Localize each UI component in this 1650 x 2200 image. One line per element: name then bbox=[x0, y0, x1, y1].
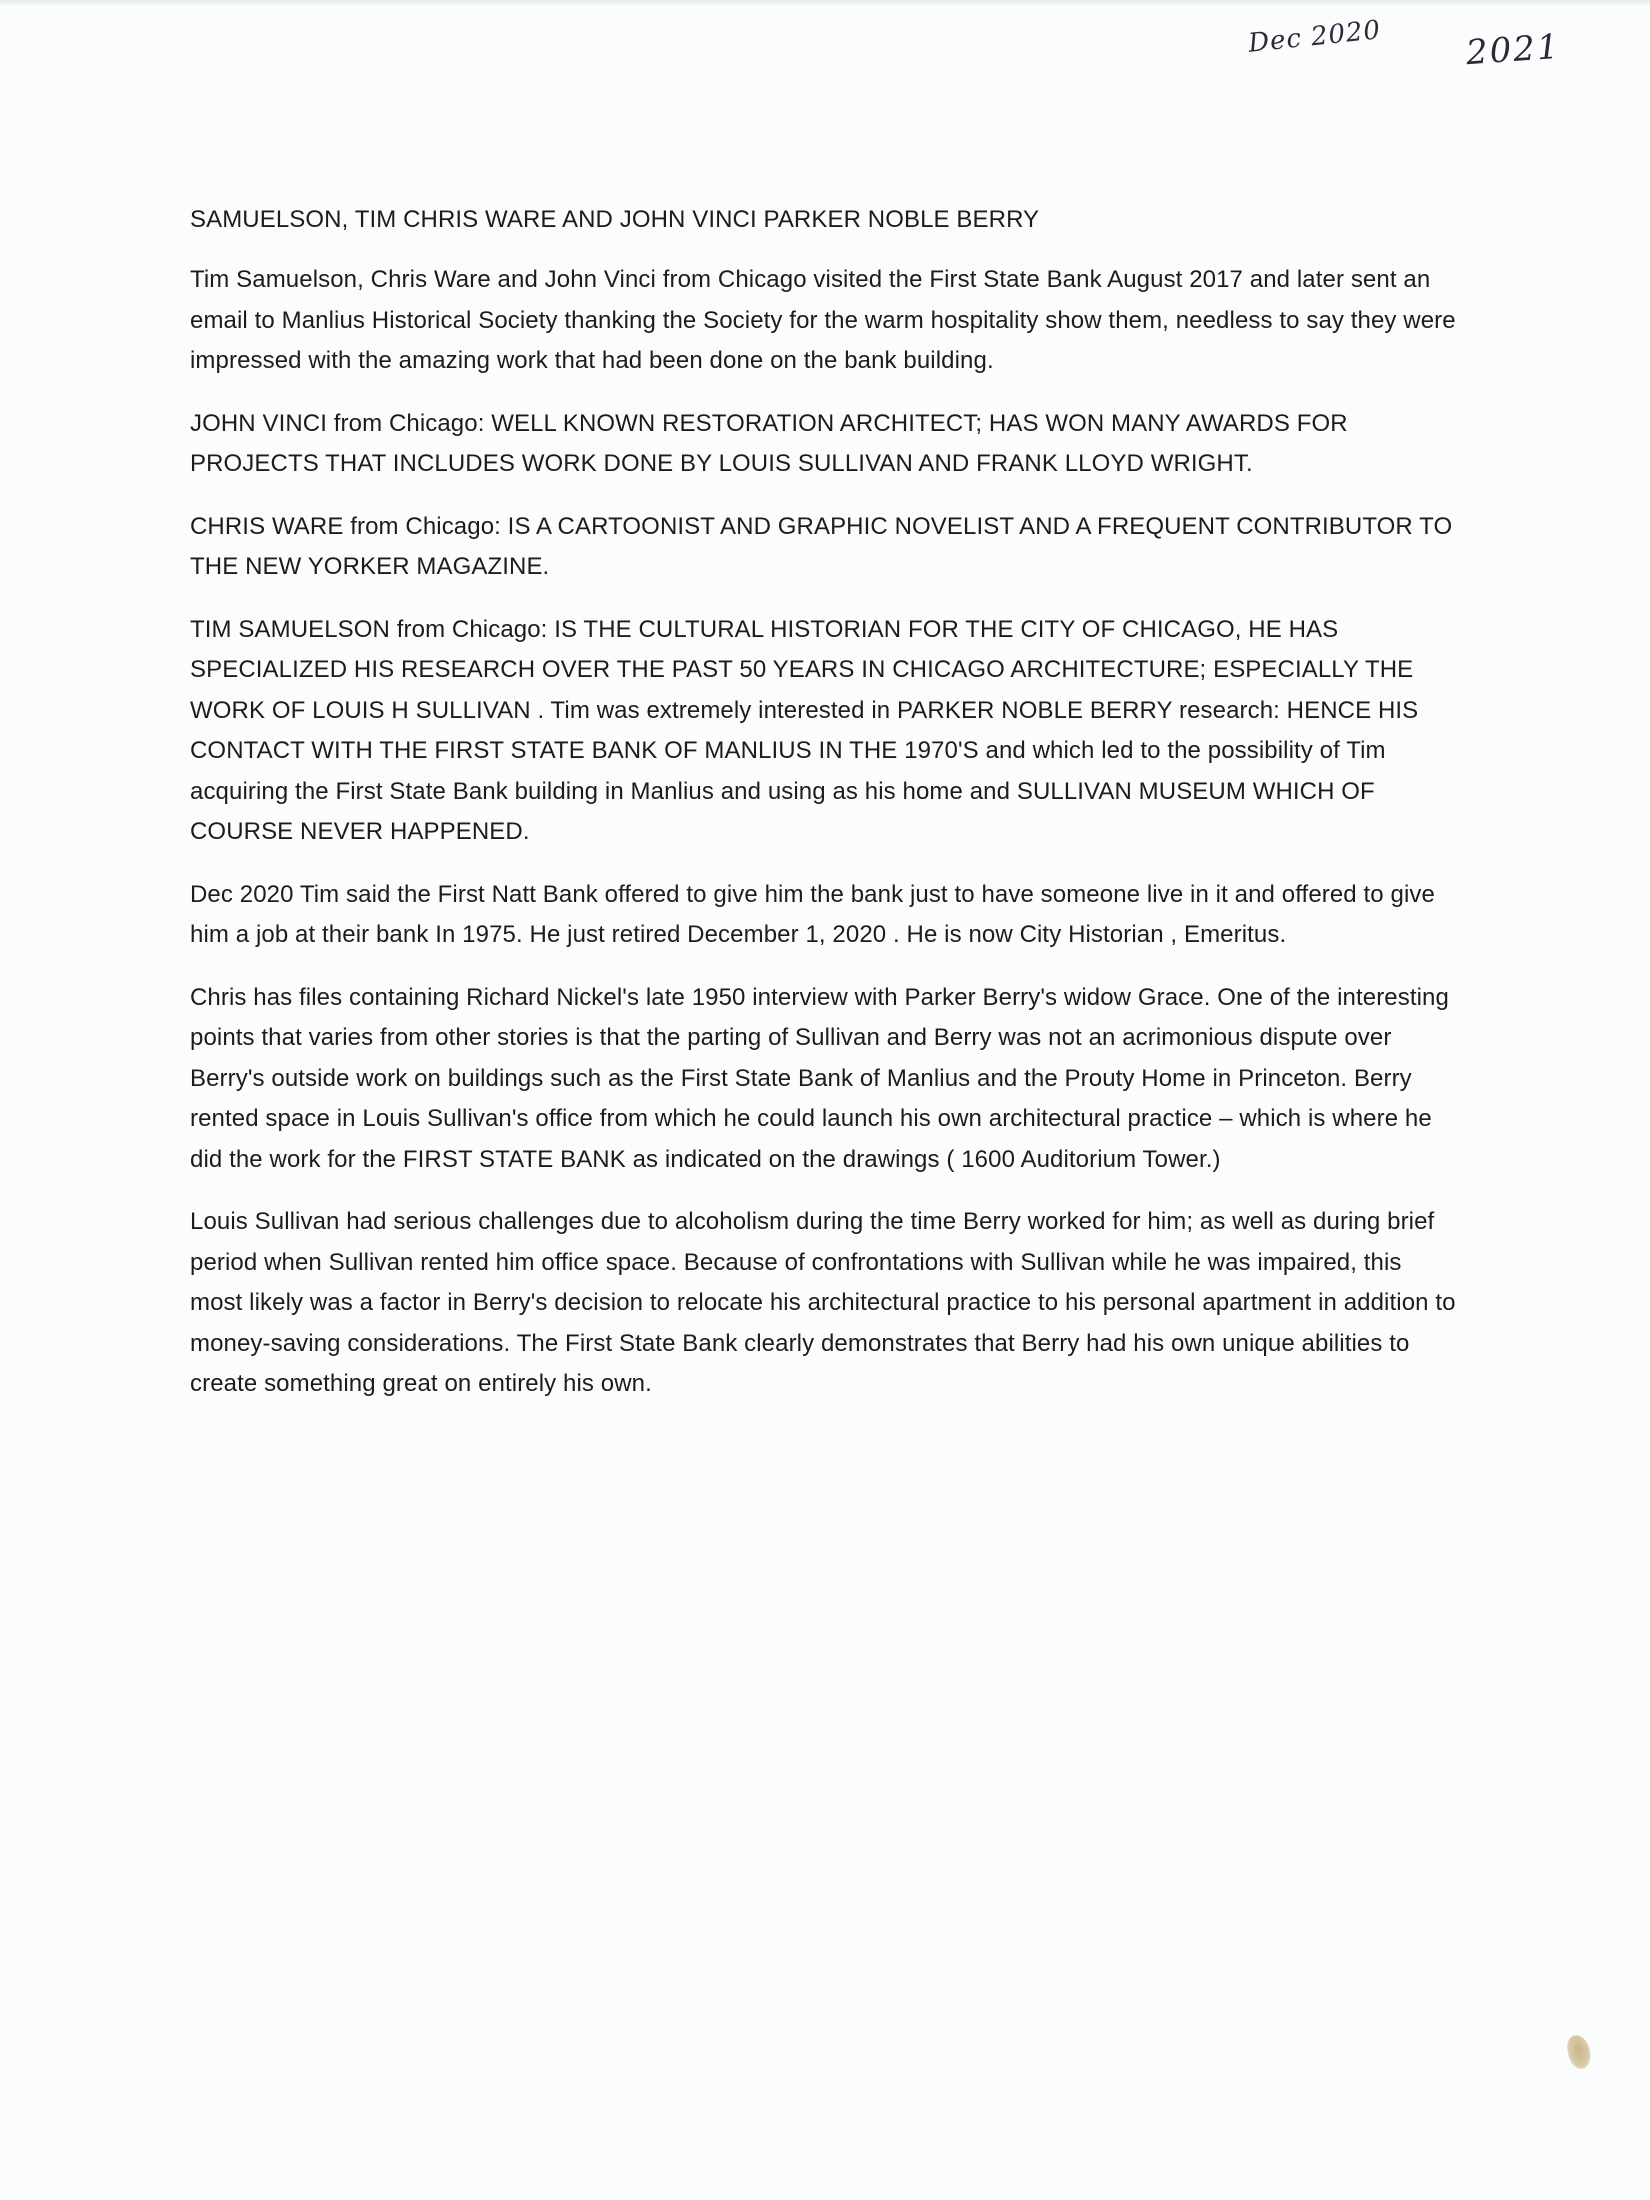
paragraph-chris-ware: CHRIS WARE from Chicago: IS A CARTOONIST AND GRAPHIC NOVELIST AND A FREQUENT CONTRIBUTOR TO THE NEW YORKER MAGAZINE. bbox=[190, 512, 1453, 580]
handwritten-date-note: Dec 2020 bbox=[1246, 15, 1383, 59]
document-body bbox=[190, 200, 1460, 1427]
paragraph-visit: Tim Samuelson, Chris Ware and John Vinci from Chicago visited the First State Bank August 2017 and later sent an email to Manlius Historical Society thanking the Society for the warm hospitality show them, needless to say they were impressed with the amazing work that had been done on the bank building. bbox=[190, 266, 1456, 374]
scan-edge bbox=[0, 0, 1650, 6]
paragraph-dec-2020: Dec 2020 Tim said the First Natt Bank offered to give him the bank just to have someone live in it and offered to give him a job at their bank In 1975. He just retired December 1, 2020 . He is now City Historian , Emeritus. bbox=[190, 880, 1435, 948]
paragraph-nickel-interview: Chris has files containing Richard Nickel's late 1950 interview with Parker Berry's widow Grace. One of the interesting points that varies from other stories is that the parting of Sullivan and Berry was not an acrimonious dispute over Berry's outside work on buildings such as the First State Bank of Manlius and the Prouty Home in Princeton. Berry rented space in Louis Sullivan's office from which he could launch his own architectural practice – which is where he did the work for the FIRST STATE BANK as indicated on the drawings ( 1600 Auditorium Tower.) bbox=[190, 983, 1449, 1173]
document-title: SAMUELSON, TIM CHRIS WARE AND JOHN VINCI PARKER NOBLE BERRY bbox=[190, 206, 1040, 233]
paragraph-tim-samuelson: TIM SAMUELSON from Chicago: IS THE CULTURAL HISTORIAN FOR THE CITY OF CHICAGO, HE HAS SPECIALIZED HIS RESEARCH OVER THE PAST 50 YEARS IN CHICAGO ARCHITECTURE; ESPECIALLY THE WORK OF LOUIS H SULLIVAN . Tim was extremely interested in PARKER NOBLE BERRY research: HENCE HIS CONTACT WITH THE FIRST STATE BANK OF MANLIUS IN THE 1970'S and which led to the possibility of Tim acquiring the First State Bank building in Manlius and using as his home and SULLIVAN MUSEUM WHICH OF COURSE NEVER HAPPENED. bbox=[190, 615, 1419, 845]
paragraph-sullivan-challenges: Louis Sullivan had serious challenges due to alcoholism during the time Berry worked for him; as well as during brief period when Sullivan rented him office space. Because of confrontations with Sullivan while he was impaired, this most likely was a factor in Berry's decision to relocate his architectural practice to his personal apartment in addition to money-saving considerations. The First State Bank clearly demonstrates that Berry had his own unique abilities to create something great on entirely his own. bbox=[190, 1208, 1456, 1397]
paragraph-john-vinci: JOHN VINCI from Chicago: WELL KNOWN RESTORATION ARCHITECT; HAS WON MANY AWARDS FOR PROJECTS THAT INCLUDES WORK DONE BY LOUIS SULLIVAN AND FRANK LLOYD WRIGHT. bbox=[190, 409, 1348, 477]
scan-smudge-mark bbox=[1565, 2033, 1594, 2071]
handwritten-year-note: 2021 bbox=[1464, 26, 1562, 74]
